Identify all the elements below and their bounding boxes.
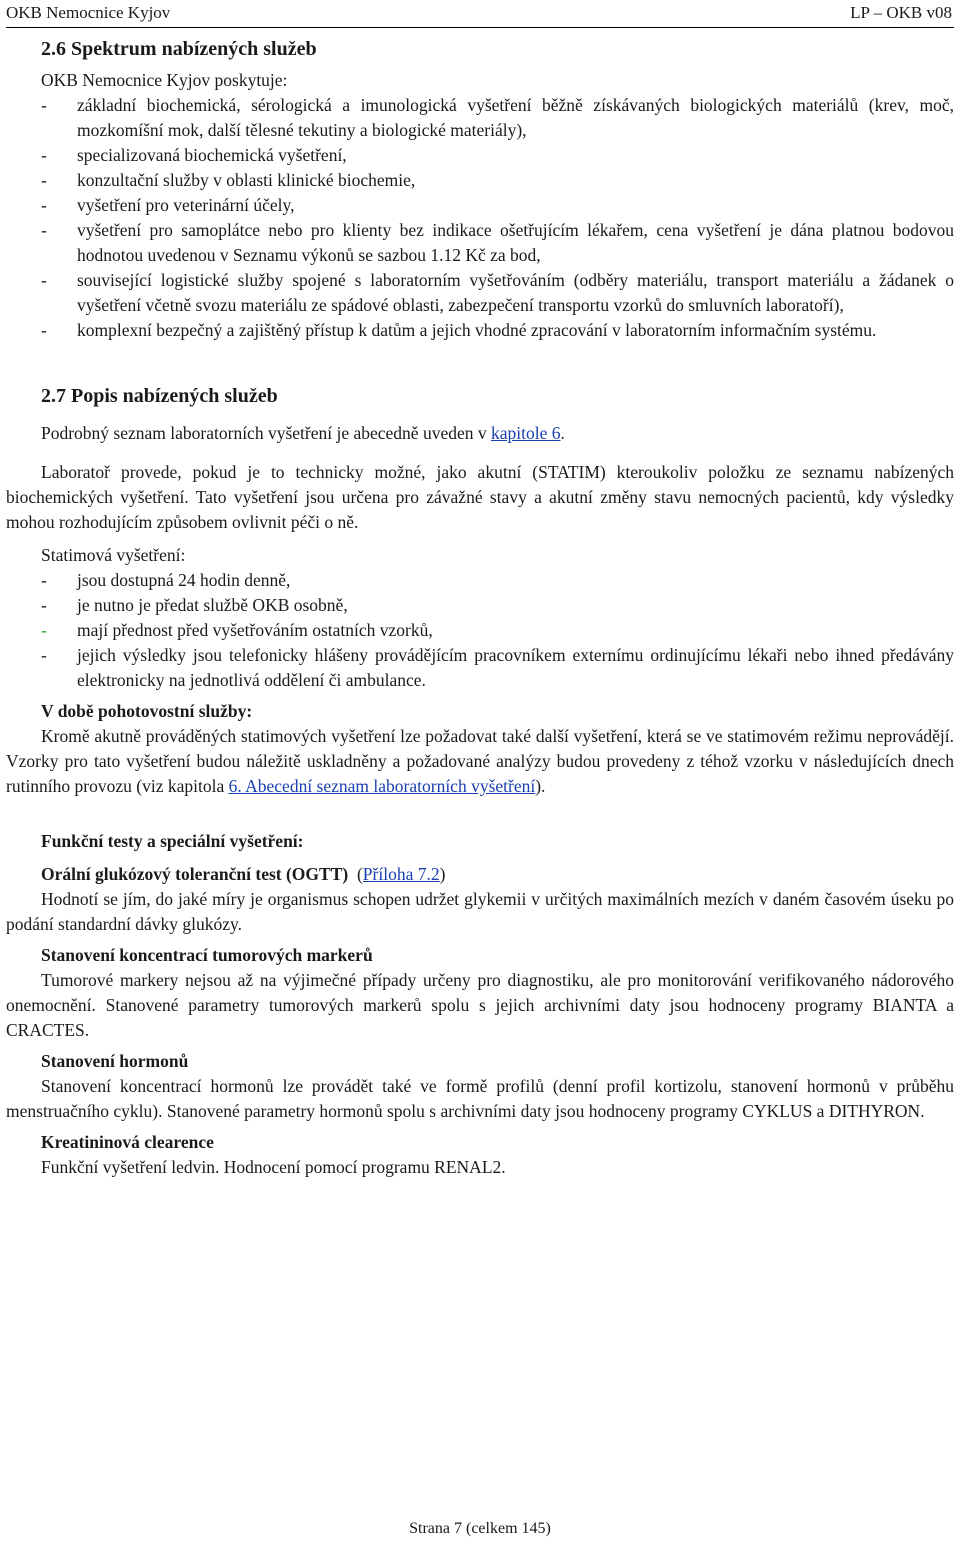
chapter-6-link[interactable]: kapitole 6 xyxy=(490,423,561,443)
appendix-7-2-link[interactable]: Příloha 7.2 xyxy=(362,864,440,884)
list-item: - konzultační služby v oblasti klinické biochemie, xyxy=(41,170,416,190)
tumor-markers-text: Tumorové markery nejsou až na výjimečné případy určeny pro diagnostiku, ale pro monitorování verifikovaného nádorového onemocnění. Stanovené parametry tumorových markerů spolu s jejich archivními daty jsou hodnoceny programy BIANTA a CRACTES. xyxy=(6,970,954,1040)
list-item: - vyšetření pro samoplátce nebo pro klienty bez indikace ošetřujícím lékařem, cena vyšetření je dána platnou bodovou hodnotou uvedenou v Seznamu výkonů se sazbou 1.12 Kč za bod, xyxy=(41,220,954,265)
functional-tests-title: Funkční testy a speciální vyšetření: xyxy=(41,831,304,851)
header-left: OKB Nemocnice Kyjov xyxy=(6,3,171,22)
page-footer: Strana 7 (celkem 145) xyxy=(409,1520,551,1537)
list-item: - vyšetření pro veterinární účely, xyxy=(41,195,295,215)
section-2-7-title: 2.7 Popis nabízených služeb xyxy=(41,385,278,407)
statim-label: Statimová vyšetření: xyxy=(41,545,186,565)
creatinine-text: Funkční vyšetření ledvin. Hodnocení pomocí programu RENAL2. xyxy=(41,1157,506,1177)
list-item: - specializovaná biochemická vyšetření, xyxy=(41,145,347,165)
list-item: - komplexní bezpečný a zajištěný přístup k datům a jejich vhodné zpracování v laboratorním informačním systému. xyxy=(41,320,877,340)
page-header xyxy=(0,0,960,28)
tumor-markers-title: Stanovení koncentrací tumorových markerů xyxy=(41,945,373,965)
creatinine-title: Kreatininová clearence xyxy=(41,1132,214,1152)
section-2-6-title: 2.6 Spektrum nabízených služeb xyxy=(41,38,317,60)
standby-title: V době pohotovostní služby: xyxy=(41,701,253,721)
services-intro: OKB Nemocnice Kyjov poskytuje: xyxy=(41,70,288,90)
list-item: - mají přednost před vyšetřováním ostatních vzorků, xyxy=(41,620,433,640)
catalog-paragraph: Podrobný seznam laboratorních vyšetření je abecedně uveden v kapitole 6. xyxy=(41,423,565,443)
ogtt-text: Hodnotí se jím, do jaké míry je organismus schopen udržet glykemii v určitých maximálních mezích v daném časovém úseku po podání standardní dávky glukózy. xyxy=(6,889,954,934)
standby-paragraph: Kromě akutně prováděných statimových vyšetření lze požadovat také další vyšetření, která se ve statimovém režimu neprovádějí. Vzorky pro tato vyšetření budou náležitě uskladněny a požadované analýzy budou provedeny z téhož vzorku v následujících dnech rutinního provozu (viz kapitola 6. Abecední seznam laboratorních vyšetření). xyxy=(6,726,954,796)
list-item: - základní biochemická, sérologická a imunologická vyšetření běžně získávaných biologických materiálů (krev, moč, mozkomíšní mok, další tělesné tekutiny a biologické materiály), xyxy=(41,95,954,140)
header-right: LP – OKB v08 xyxy=(850,3,952,22)
statim-list xyxy=(6,568,954,693)
hormones-text: Stanovení koncentrací hormonů lze provádět také ve formě profilů (denní profil kortizolu, stanovení hormonů v průběhu menstruačního cyklu). Stanovené parametry hormonů spolu s archivními daty jsou hodnoceny programy CYKLUS a DITHYRON. xyxy=(6,1076,954,1121)
header-rule xyxy=(6,27,954,28)
chapter-6-list-link[interactable]: 6. Abecední seznam laboratorních vyšetření xyxy=(228,776,536,796)
ogtt-heading: Orální glukózový toleranční test (OGTT) (Příloha 7.2) xyxy=(41,864,446,884)
services-list xyxy=(6,93,954,343)
list-item: - je nutno je předat službě OKB osobně, xyxy=(41,595,348,615)
list-item: - jejich výsledky jsou telefonicky hlášeny provádějícím pracovníkem externímu ordinujícímu lékaři nebo ihned předávány elektronicky na jednotlivá oddělení či ambulance. xyxy=(41,645,954,690)
statim-paragraph: Laboratoř provede, pokud je to technicky možné, jako akutní (STATIM) kteroukoliv položku ze seznamu nabízených biochemických vyšetření. Tato vyšetření jsou určena pro závažné stavy a akutní změny stavu nemocných pacientů, kdy výsledky mohou rozhodujícím způsobem ovlivnit péči o ně. xyxy=(6,462,954,532)
list-item: - související logistické služby spojené s laboratorním vyšetřováním (odběry materiálu, transport materiálu a žádanek o vyšetření včetně svozu materiálu ze spádové oblasti, zabezpečení transportu vzorků do smluvních laboratoří), xyxy=(41,270,954,315)
list-item: - jsou dostupná 24 hodin denně, xyxy=(41,570,291,590)
page-content xyxy=(6,36,954,1180)
hormones-title: Stanovení hormonů xyxy=(41,1051,189,1071)
